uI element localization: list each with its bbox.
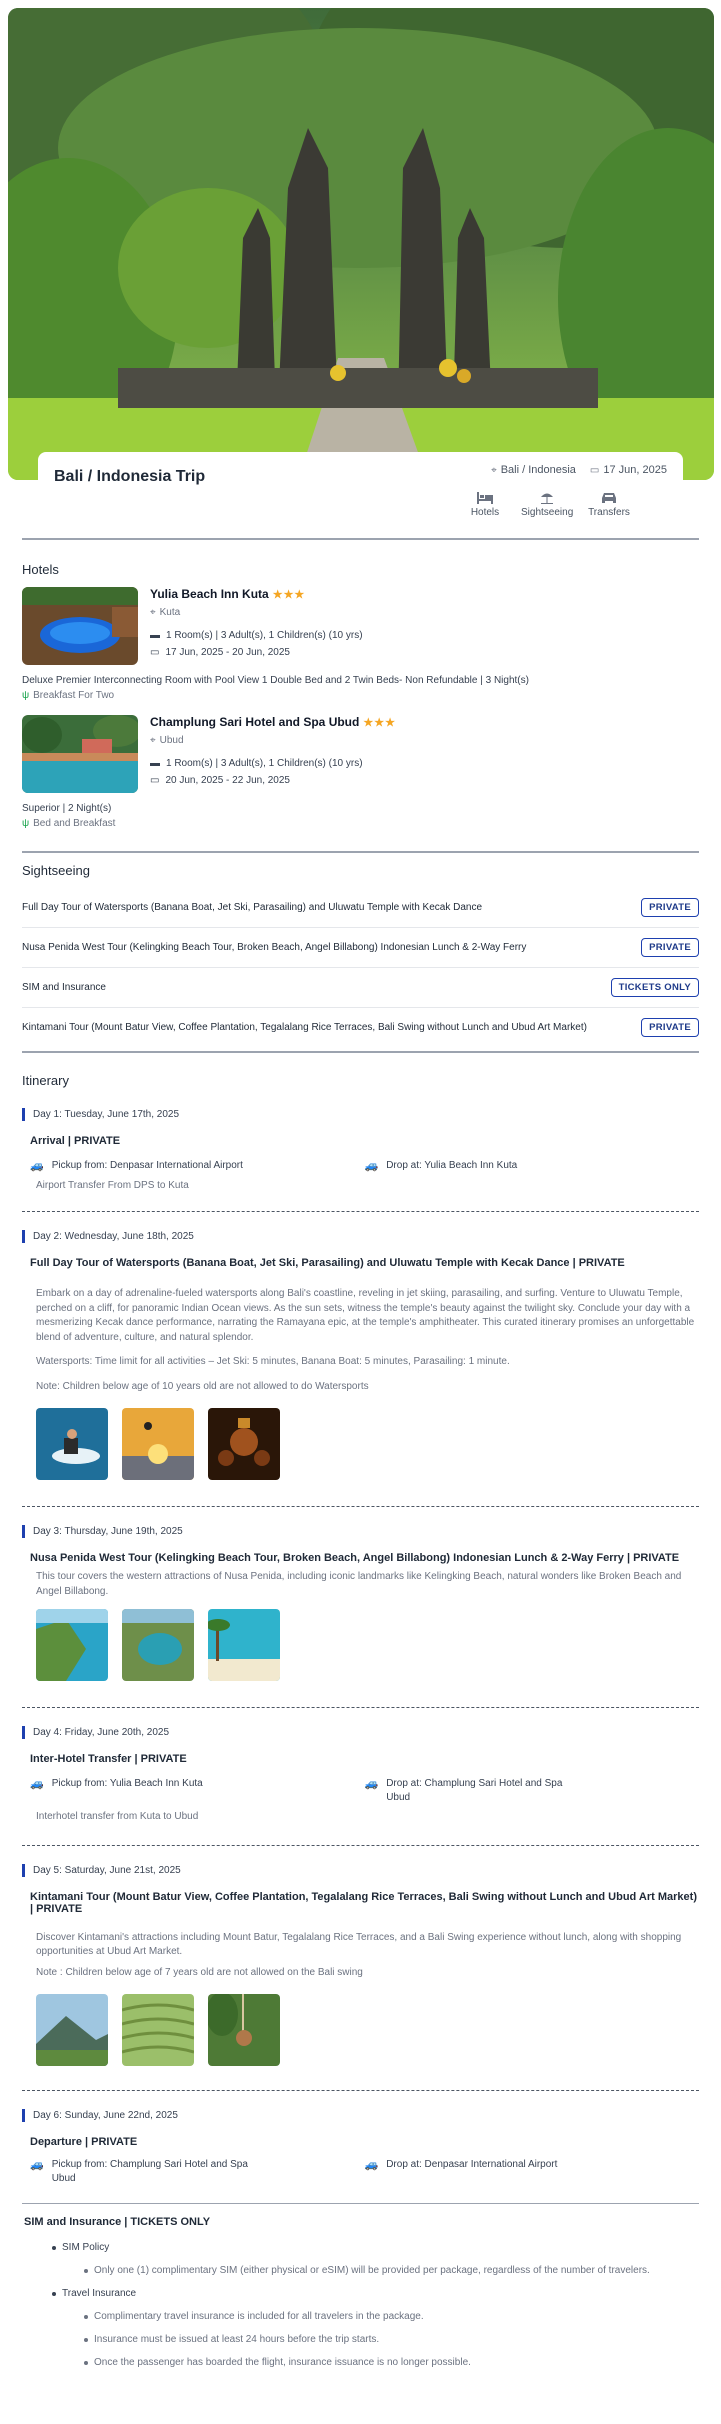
jetski-photo[interactable]: [36, 1408, 108, 1480]
hotel-name: [150, 715, 699, 729]
list-item: [24, 2334, 697, 2345]
private-badge: PRIVATE: [641, 1018, 699, 1037]
list-item: [24, 2311, 697, 2322]
hotel-occupancy-text: 1 Room(s) | 3 Adult(s), 1 Children(s) (10 yrs): [166, 758, 363, 769]
hotel-photo: [22, 715, 138, 793]
sim-policy-text: Only one (1) complimentary SIM (either physical or eSIM) will be provided per package, regardless of the number of travelers.: [94, 2265, 650, 2276]
sightseeing-item[interactable]: [22, 928, 699, 968]
car-green-icon: 🚙: [30, 1160, 44, 1172]
pickup: [30, 1777, 365, 1804]
pickup-text: Pickup from: Champlung Sari Hotel and Spa Ubud: [51, 2159, 248, 2184]
insurance-text: Complimentary travel insurance is included for all travelers in the package.: [94, 2311, 424, 2322]
car-green-icon: 🚙: [30, 1778, 44, 1790]
activity-title: Nusa Penida West Tour (Kelingking Beach Tour, Broken Beach, Angel Billabong) Indonesian Lunch & 2-Way Ferry | PRIVATE: [30, 1552, 680, 1564]
umbrella-icon: [539, 492, 555, 504]
day-header: [22, 1525, 699, 1538]
service-hotels-label: Hotels: [470, 507, 500, 518]
private-badge: PRIVATE: [641, 898, 699, 917]
drop-text: Drop at: Denpasar International Airport: [386, 2159, 558, 2170]
hotel-room-type: Deluxe Premier Interconnecting Room with Pool View 1 Double Bed and 2 Twin Beds- Non Refundable | 3 Night(s): [22, 675, 529, 686]
destination: [491, 464, 576, 476]
activity-description: This tour covers the western attractions of Nusa Penida, including iconic landmarks like Kelingking Beach, natural wonders like Broken Beach and Angel Billabong.: [36, 1571, 682, 1597]
sightseeing-item[interactable]: [22, 968, 699, 1008]
trip-title: Bali / Indonesia Trip: [54, 468, 206, 485]
day-accent-bar: [22, 1230, 25, 1243]
service-hotels: [459, 492, 511, 518]
photo-gallery: [30, 1408, 699, 1480]
list-item: [24, 2265, 697, 2276]
activity-note: Watersports: Time limit for all activities – Jet Ski: 5 minutes, Banana Boat: 5 minutes, Parasailing: 1 minute.: [36, 1356, 510, 1367]
trip-meta: [491, 464, 667, 476]
service-sightseeing-label: Sightseeing: [521, 507, 574, 518]
insurance-label: Travel Insurance: [62, 2288, 137, 2299]
service-transfers-label: Transfers: [588, 507, 630, 518]
transfer-note: Airport Transfer From DPS to Kuta: [36, 1179, 189, 1191]
star-rating: ★★★: [363, 716, 396, 729]
day-accent-bar: [22, 1726, 25, 1739]
day-label: Day 3: Thursday, June 19th, 2025: [33, 1526, 183, 1537]
hotel-room-type: Superior | 2 Night(s): [22, 803, 112, 814]
service-sightseeing: [521, 492, 573, 518]
hotel-location: [150, 607, 699, 618]
day-label: Day 6: Sunday, June 22nd, 2025: [33, 2110, 178, 2121]
day-label: Day 2: Wednesday, June 18th, 2025: [33, 1231, 194, 1242]
hotel-occupancy-text: 1 Room(s) | 3 Adult(s), 1 Children(s) (10 yrs): [166, 630, 363, 641]
day-label: Day 5: Saturday, June 21st, 2025: [33, 1864, 181, 1876]
hotel-board-text: Breakfast For Two: [33, 690, 115, 701]
service-icons: [459, 492, 635, 518]
calendar-icon: ▭: [150, 647, 160, 658]
sim-insurance-section: [0, 2216, 721, 2368]
hotel-location-text: Kuta: [159, 607, 181, 618]
car-icon: [601, 492, 617, 504]
day-accent-bar: [22, 1525, 25, 1538]
sightseeing-title: Sightseeing: [22, 863, 90, 878]
activity-description: Embark on a day of adrenaline-fueled watersports along Bali's coastline, reveling in jet skiing, parasailing, and surfing. Venture to Uluwatu Temple, perched on a cliff, for panoramic Indian Ocean views. As the sun sets, witness the temple's beauty against the twilight sky. Conclude your day with a mesmerizing Kecak dance performance, narrating the Ramayana epic, at the temple's amphitheater. This curated itinerary promises an unforgettable blend of adventure, culture, and natural splendor.: [36, 1288, 695, 1343]
sightseeing-section: [0, 853, 721, 1047]
calendar-icon: ▭: [150, 775, 160, 786]
hotels-section: [0, 540, 721, 829]
trip-card: [38, 452, 683, 528]
hotel-dates-text: 20 Jun, 2025 - 22 Jun, 2025: [165, 775, 290, 786]
sim-list: [24, 2242, 697, 2368]
sightseeing-item-name: Nusa Penida West Tour (Kelingking Beach Tour, Broken Beach, Angel Billabong) Indonesian Lunch & 2-Way Ferry: [22, 942, 527, 953]
drop-text: Drop at: Yulia Beach Inn Kuta: [386, 1160, 518, 1171]
itinerary-day: [0, 1726, 721, 1825]
kelingking-beach-photo[interactable]: [36, 1609, 108, 1681]
hero: [0, 0, 721, 518]
sunset-photo[interactable]: [122, 1408, 194, 1480]
photo-gallery: [30, 1994, 699, 2066]
sim-title: SIM and Insurance | TICKETS ONLY: [24, 2216, 211, 2228]
bed-icon: [477, 492, 493, 504]
list-item: [24, 2242, 697, 2253]
rice-terraces-photo[interactable]: [122, 1994, 194, 2066]
hotel-board: [22, 690, 699, 701]
pickup-text: Pickup from: Denpasar International Airport: [51, 1160, 243, 1171]
pickup-text: Pickup from: Yulia Beach Inn Kuta: [51, 1778, 203, 1789]
insurance-text: Once the passenger has boarded the flight, insurance issuance is no longer possible.: [94, 2357, 471, 2368]
transfer-row: [30, 1159, 699, 1173]
day-header: [22, 1726, 699, 1739]
list-item: [24, 2288, 697, 2299]
drop: [365, 1777, 700, 1804]
hotel-dates: [150, 775, 699, 786]
activity-title: Departure | PRIVATE: [30, 2136, 138, 2148]
kecak-dance-photo[interactable]: [208, 1408, 280, 1480]
sightseeing-item[interactable]: [22, 1008, 699, 1047]
itinerary-day: [0, 1230, 721, 1480]
activity-title: Inter-Hotel Transfer | PRIVATE: [30, 1753, 187, 1765]
day-header: [22, 2109, 699, 2122]
activity-note: Note: Children below age of 10 years old are not allowed to do Watersports: [36, 1380, 369, 1392]
itinerary-day: [0, 1525, 721, 1681]
day-accent-bar: [22, 1864, 25, 1877]
bed-icon: ▬: [150, 758, 160, 769]
tickets-only-badge: TICKETS ONLY: [611, 978, 699, 997]
drop: [365, 2158, 700, 2185]
bed-icon: ▬: [150, 630, 160, 641]
itinerary-day: [0, 2109, 721, 2185]
day-label: Day 1: Tuesday, June 17th, 2025: [33, 1109, 180, 1120]
activity-description: Discover Kintamani's attractions including Mount Batur, Tegalalang Rice Terraces, and a Bali Swing experience without lunch, along with shopping opportunities at Ubud Art Market.: [36, 1931, 682, 1957]
transfer-row: [30, 2158, 699, 2185]
hotel-board-text: Bed and Breakfast: [33, 818, 116, 829]
sim-policy-label: SIM Policy: [62, 2242, 110, 2253]
itinerary-day: [0, 1864, 721, 2067]
hotel-occupancy: [150, 630, 699, 641]
location-pin-icon: ⌖: [150, 607, 156, 618]
calendar-icon: ▭: [589, 465, 600, 476]
hotels-title: Hotels: [22, 562, 59, 577]
insurance-text: Insurance must be issued at least 24 hours before the trip starts.: [94, 2334, 380, 2345]
sightseeing-item[interactable]: [22, 888, 699, 928]
angel-billabong-photo[interactable]: [208, 1609, 280, 1681]
star-rating: ★★★: [272, 588, 306, 601]
hotel-name-text: Yulia Beach Inn Kuta: [150, 587, 269, 601]
hotel-card[interactable]: [22, 715, 699, 793]
location-pin-icon: ⌖: [150, 735, 156, 746]
pickup: [30, 1159, 365, 1173]
hotel-board: [22, 818, 699, 829]
activity-title: Kintamani Tour (Mount Batur View, Coffee Plantation, Tegalalang Rice Terraces, Bali Swing without Lunch and Ubud Art Market) | PRIVATE: [30, 1890, 697, 1915]
hotel-location-text: Ubud: [159, 735, 184, 746]
hotel-name: [150, 587, 699, 601]
itinerary-section: [0, 1053, 721, 1088]
private-badge: PRIVATE: [641, 938, 699, 957]
hotel-dates-text: 17 Jun, 2025 - 20 Jun, 2025: [165, 647, 290, 658]
activity-title: Arrival | PRIVATE: [30, 1135, 121, 1147]
hotel-occupancy: [150, 758, 699, 769]
photo-gallery: [30, 1609, 699, 1681]
activity-note: Note : Children below age of 7 years old are not allowed on the Bali swing: [36, 1966, 363, 1978]
trip-date-text: 17 Jun, 2025: [603, 464, 667, 476]
itinerary-title: Itinerary: [22, 1073, 69, 1088]
hotel-photo: [22, 587, 138, 665]
location-pin-icon: ⌖: [491, 465, 497, 476]
sightseeing-item-name: Kintamani Tour (Mount Batur View, Coffee Plantation, Tegalalang Rice Terraces, Bali Swing without Lunch and Ubud Art Market): [22, 1022, 587, 1033]
drop: [365, 1159, 700, 1173]
hotel-card[interactable]: [22, 587, 699, 665]
day-label: Day 4: Friday, June 20th, 2025: [33, 1727, 170, 1738]
drop-text: Drop at: Champlung Sari Hotel and Spa Ubud: [386, 1778, 563, 1803]
service-transfers: [583, 492, 635, 518]
mount-batur-photo[interactable]: [36, 1994, 108, 2066]
day-header: [22, 1230, 699, 1243]
bali-swing-photo[interactable]: [208, 1994, 280, 2066]
list-item: [24, 2357, 697, 2368]
car-green-icon: 🚙: [30, 2159, 44, 2171]
hero-image: [8, 8, 714, 480]
car-red-icon: 🚙: [364, 1778, 379, 1790]
sightseeing-item-name: Full Day Tour of Watersports (Banana Boat, Jet Ski, Parasailing) and Uluwatu Temple with Kecak Dance: [22, 902, 483, 913]
hotel-name-text: Champlung Sari Hotel and Spa Ubud: [150, 715, 360, 729]
itinerary-day: [0, 1108, 721, 1193]
destination-text: Bali / Indonesia: [500, 464, 576, 476]
activity-title: Full Day Tour of Watersports (Banana Boat, Jet Ski, Parasailing) and Uluwatu Temple with Kecak Dance | PRIVATE: [30, 1257, 625, 1269]
transfer-row: [30, 1777, 699, 1804]
cutlery-icon: ψ: [22, 690, 30, 701]
hotel-dates: [150, 647, 699, 658]
car-red-icon: 🚙: [364, 2159, 379, 2171]
transfer-note: Interhotel transfer from Kuta to Ubud: [36, 1811, 199, 1822]
day-header: [22, 1108, 699, 1121]
sightseeing-item-name: SIM and Insurance: [22, 982, 106, 993]
day-accent-bar: [22, 1108, 25, 1121]
day-header: [22, 1864, 699, 1877]
pickup: [30, 2158, 365, 2185]
day-accent-bar: [22, 2109, 25, 2122]
broken-beach-photo[interactable]: [122, 1609, 194, 1681]
cutlery-icon: ψ: [22, 818, 30, 829]
trip-date: [590, 464, 667, 476]
hotel-location: [150, 735, 699, 746]
car-red-icon: 🚙: [364, 1160, 379, 1172]
